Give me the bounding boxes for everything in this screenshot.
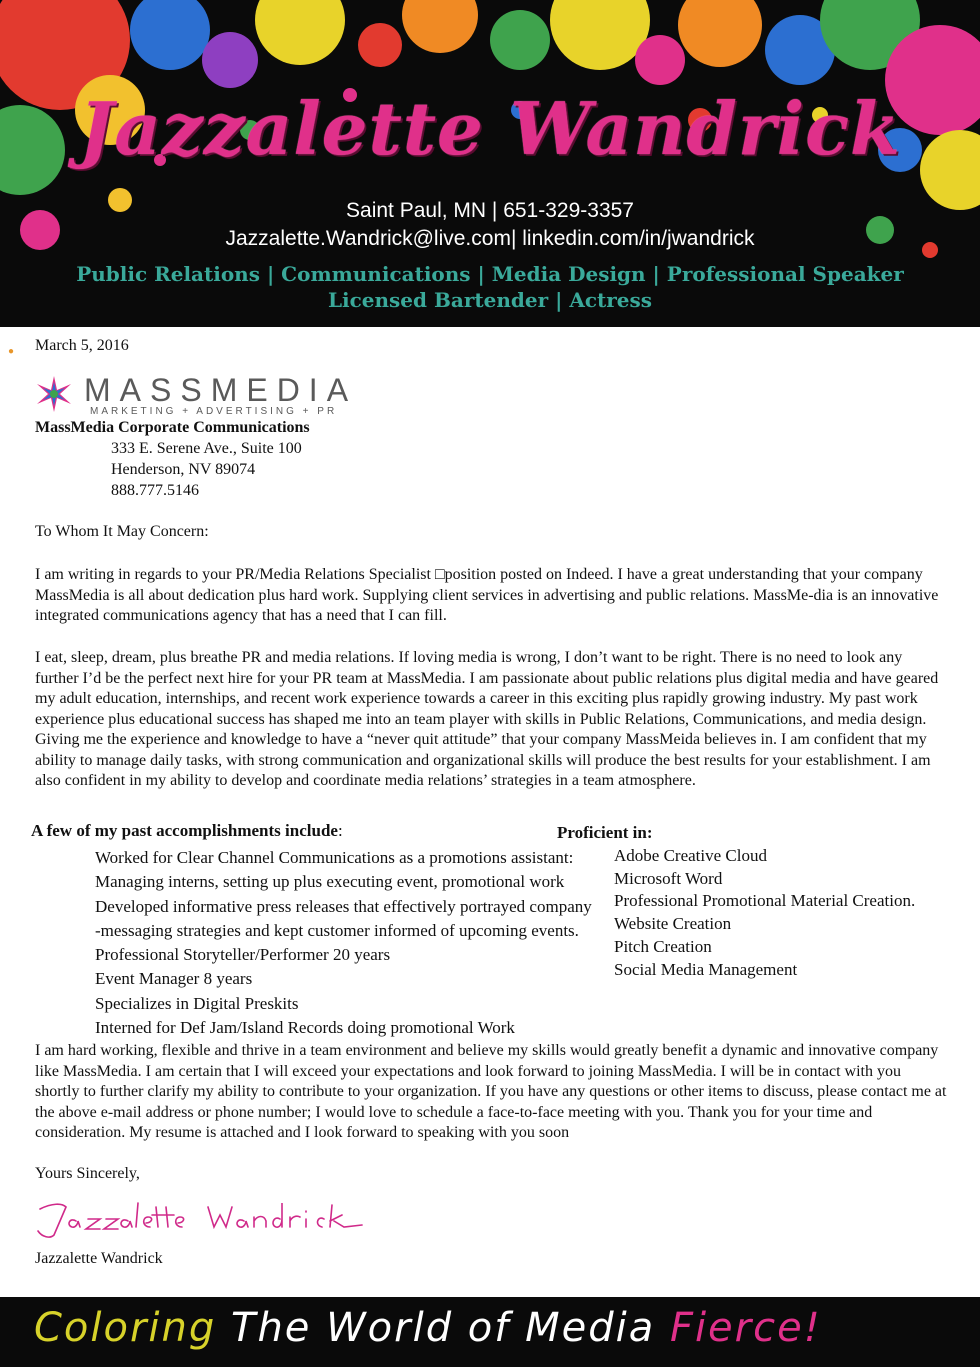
list-item: Website Creation	[614, 914, 732, 934]
logo-tagline: MARKETING + ADVERTISING + PR	[90, 406, 338, 417]
list-item: Adobe Creative Cloud	[614, 846, 767, 865]
paragraph-intro: I am writing in regards to your PR/Media Relations Specialist □position posted on Indeed. I have a great understanding that your company MassMedia is all about dedication plus hard work. Supplying client services in advertising and public relations. MassMe-dia is an innovative integrated communications agency that has a need that I can fill.	[35, 566, 939, 624]
list-item: Pitch Creation	[614, 936, 712, 956]
footer-banner	[0, 1297, 980, 1367]
logo-wordmark: MASSMEDIA	[84, 372, 358, 408]
list-item: Managing interns, setting up plus executing event, promotional work	[95, 872, 565, 892]
list-item: -messaging strategies and kept customer informed of upcoming events.	[95, 920, 579, 940]
handwritten-signature	[32, 1195, 392, 1240]
roles-line-2: Licensed Bartender | Actress	[327, 288, 653, 312]
paragraph-body: I eat, sleep, dream, plus breathe PR and media relations. If loving media is wrong, I don’t want to be right. There is no need to look any further I’d be the perfect next hire for your PR team at MassMedia. I am passionate about public relations plus digital media and have geared my adult education, internships, and recent work experience towards a career in this exciting plus rapidly growing industry. My past work experience plus educational success has shaped me into an team player with skills in Public Relations, Communications, and media design. Giving me the experience and knowledge to have a “never quit attitude” that your company MassMeida believes in. I am confident that my ability to manage daily tasks, with strong communication and organizational skills will produce the best results for your establishment. I am also confident in my ability to develop and coordinate media relations’ strategies in a team atmosphere.	[35, 649, 939, 789]
footer-tagline: Coloring The World of Media Fierce!	[34, 1305, 822, 1351]
list-item: Specializes in Digital Preskits	[95, 993, 299, 1013]
roles-line-1: Public Relations | Communications | Media Design | Professional Speaker	[76, 262, 904, 286]
contact-location-phone: Saint Paul, MN | 651-329-3357	[346, 199, 634, 222]
massmedia-logo	[34, 372, 414, 420]
closing-phrase: Yours Sincerely,	[35, 1165, 140, 1182]
list-item: Event Manager 8 years	[95, 969, 253, 989]
contact-email-linkedin: Jazzalette.Wandrick@live.com| linkedin.com/in/jwandrick	[225, 227, 755, 250]
bullet-dot-icon: ●	[8, 346, 15, 357]
proficient-heading: Proficient in:	[557, 823, 653, 842]
starburst-icon	[34, 374, 74, 414]
list-item: Professional Storyteller/Performer 20 years	[95, 945, 391, 965]
list-item: Microsoft Word	[614, 868, 723, 888]
letter-date: March 5, 2016	[35, 337, 129, 354]
accomplishments-list	[95, 846, 595, 1040]
recipient-address-line1: 333 E. Serene Ave., Suite 100	[111, 440, 302, 457]
list-item: Professional Promotional Material Creation.	[614, 891, 916, 911]
proficient-list	[614, 845, 915, 981]
list-item: Social Media Management	[614, 959, 798, 979]
applicant-name-heading: Jazzalette Wandrick	[79, 86, 901, 171]
salutation: To Whom It May Concern:	[35, 523, 209, 540]
accomplishments-heading: A few of my past accomplishments include:	[31, 821, 343, 840]
list-item: Interned for Def Jam/Island Records doing promotional Work	[95, 1018, 515, 1038]
signer-name: Jazzalette Wandrick	[35, 1250, 163, 1267]
paragraph-closing: I am hard working, flexible and thrive in a team environment and believe my skills would greatly benefit a dynamic and innovative company like MassMedia. I am certain that I will exceed your expectations and look forward to joining MassMedia. I will be in contact with you shortly to further clarify my ability to contribute to your organization. If you have any questions or other items to discuss, please contact me at the above e-mail address or phone number; I would love to schedule a face-to-face meeting with you. Thank you for your time and consideration. My resume is attached and I look forward to speaking with you soon	[35, 1042, 947, 1141]
list-item: Worked for Clear Channel Communications as a promotions assistant:	[95, 848, 574, 867]
list-item: Developed informative press releases that effectively portrayed company	[95, 896, 592, 916]
recipient-phone: 888.777.5146	[111, 482, 199, 499]
letterhead-banner	[0, 0, 980, 327]
recipient-company: MassMedia Corporate Communications	[35, 419, 310, 436]
recipient-address-line2: Henderson, NV 89074	[111, 461, 256, 478]
